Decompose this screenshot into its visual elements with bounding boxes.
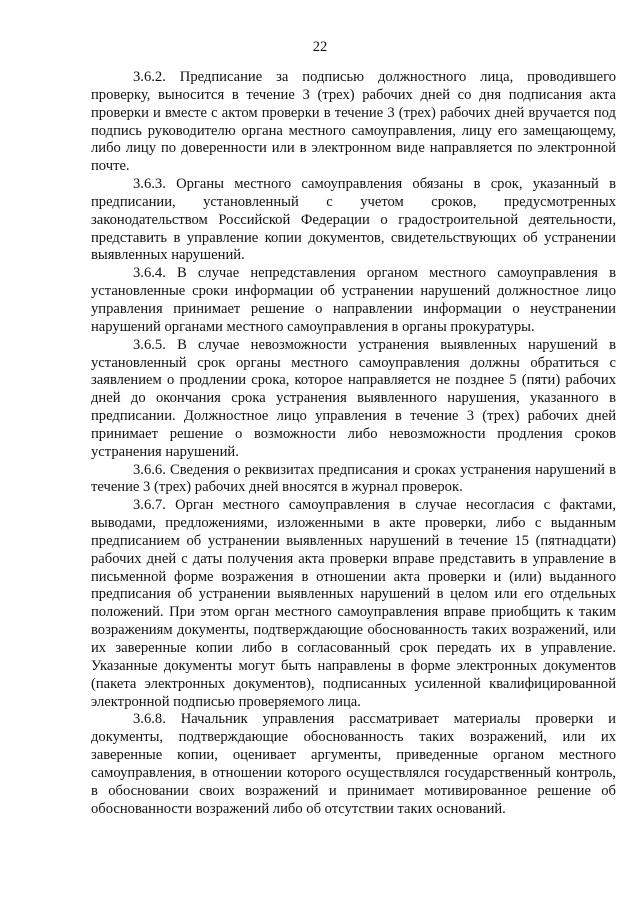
paragraph-3-6-5: 3.6.5. В случае невозможности устранения выявленных нарушений в установленный срок органы местного самоуправления должны обратиться с заявлением о продлении срока, которое направляется не позднее 5 (пяти) рабочих дней до окончания срока устранения выявленного нарушения, указанного в предписании. Должностное лицо управления в течение 3 (трех) рабочих дней принимает решение о возможности либо невозможности продления сроков устранения нарушений. — [91, 336, 616, 460]
paragraph-3-6-7: 3.6.7. Орган местного самоуправления в случае несогласия с фактами, выводами, предложениями, изложенными в акте проверки, либо с выданным предписанием об устранении выявленных нарушений в течение 15 (пятнадцати) рабочих дней с даты получения акта проверки вправе представить в управление в письменной форме возражения в отношении акта проверки и (или) выданного предписания об устранении выявленных нарушений в целом или его отдельных положений. При этом орган местного самоуправления вправе приобщить к таким возражениям документы, подтверждающие обоснованность таких возражений, или их заверенные копии либо в согласованный срок передать их в управление. Указанные документы могут быть направлены в форме электронных документов (пакета электронных документов), подписанных усиленной квалифицированной электронной подписью проверяемого лица. — [91, 497, 616, 710]
document-body — [91, 69, 616, 818]
paragraph-3-6-4: 3.6.4. В случае непредставления органом местного самоуправления в установленные сроки информации об устранении нарушений должностное лицо управления принимает решение о направлении информации о неустранении нарушений органами местного самоуправления в органы прокуратуры. — [91, 265, 616, 335]
paragraph-3-6-8: 3.6.8. Начальник управления рассматривает материалы проверки и документы, подтверждающие обоснованность таких возражений, или их заверенные копии, оценивает аргументы, приведенные органом местного самоуправления, в отношении которого осуществлялся государственный контроль, в обосновании своих возражений и принимает мотивированное решение об обоснованности возражений либо об отсутствии таких оснований. — [91, 711, 616, 817]
page-number: 22 — [312, 39, 328, 55]
paragraph-3-6-6: 3.6.6. Сведения о реквизитах предписания и сроках устранения нарушений в течение 3 (трех) рабочих дней вносятся в журнал проверок. — [91, 461, 616, 496]
paragraph-3-6-2: 3.6.2. Предписание за подписью должностного лица, проводившего проверку, выносится в течение 3 (трех) рабочих дней со дня подписания акта проверки и вместе с актом проверки в течение 3 (трех) рабочих дней вручается под подпись руководителю органа местного самоуправления, лицу его замещающему, либо лицу по доверенности или в электронном виде направляется по электронной почте. — [91, 69, 616, 175]
paragraph-3-6-3: 3.6.3. Органы местного самоуправления обязаны в срок, указанный в предписании, установленный с учетом сроков, предусмотренных законодательством Российской Федерации о градостроительной деятельности, представить в управление копии документов, свидетельствующих об устранении выявленных нарушений. — [91, 176, 616, 264]
